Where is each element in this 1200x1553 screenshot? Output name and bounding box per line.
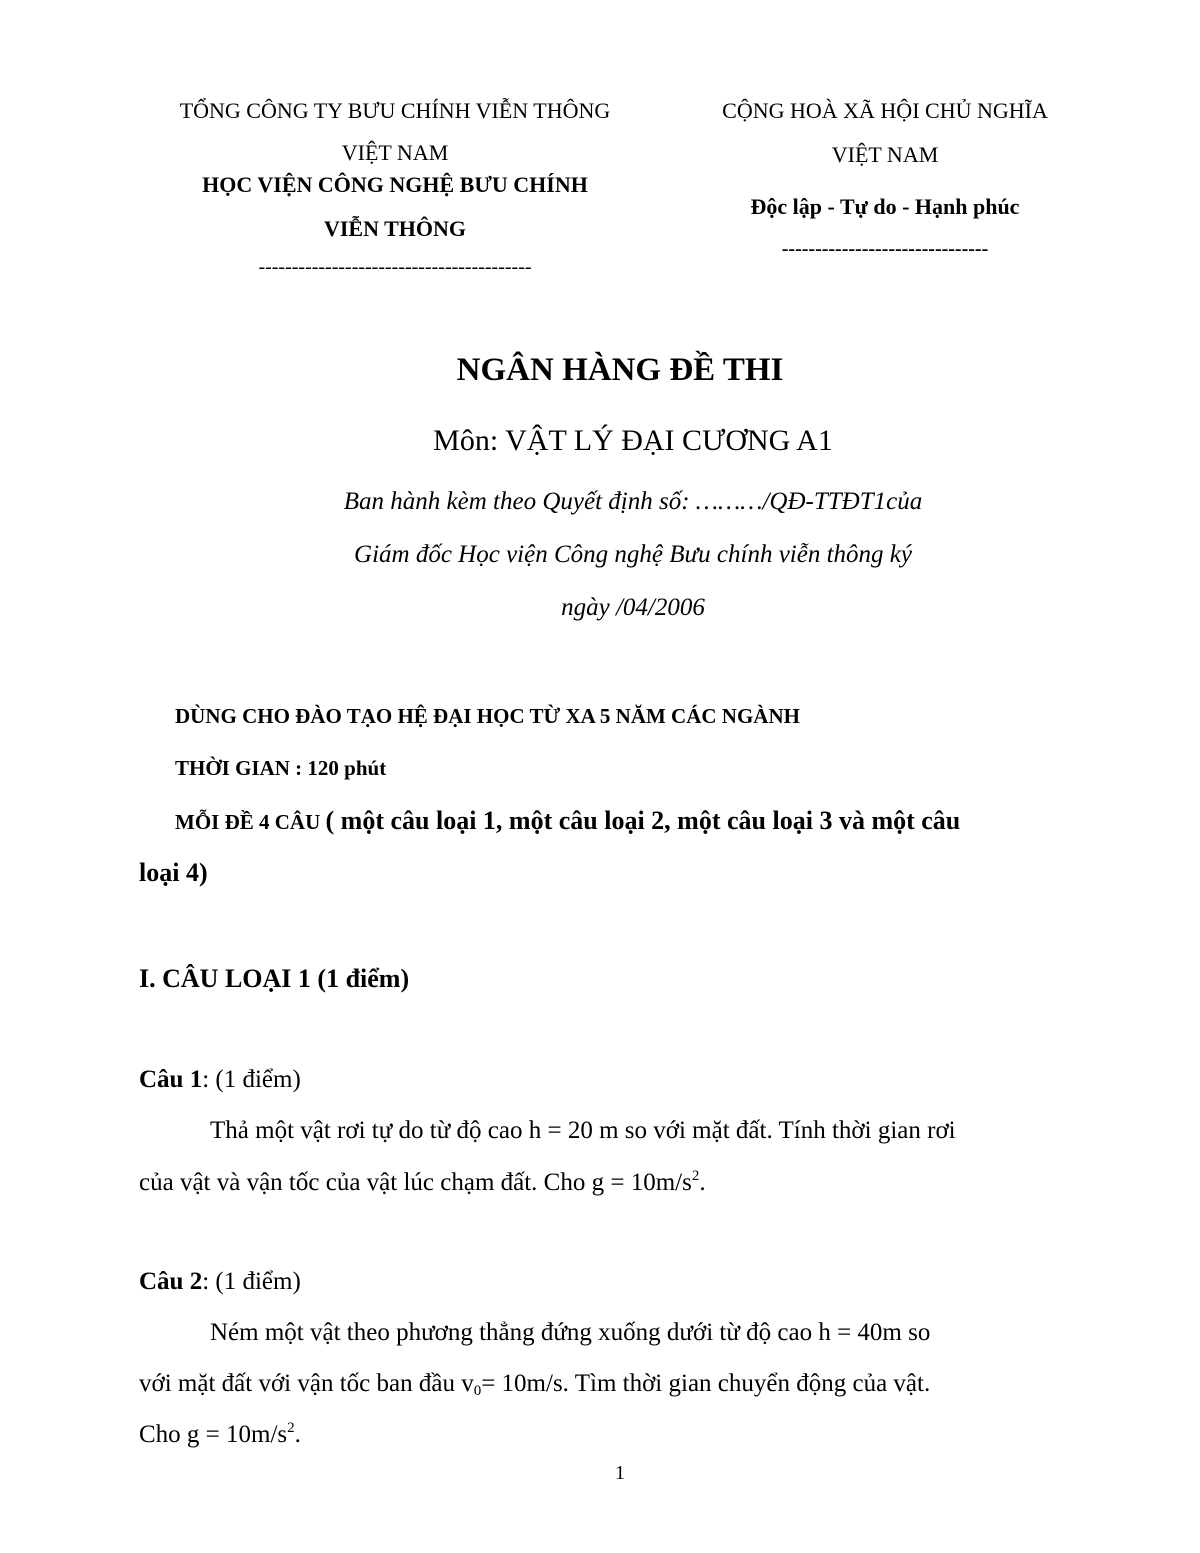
org-name-line1: TỔNG CÔNG TY BƯU CHÍNH VIỄN THÔNG <box>179 98 611 123</box>
exponent: 2 <box>287 1420 295 1436</box>
question-2-text-line3: Cho $g = 10m/s^2$. <box>139 1420 301 1448</box>
question-1-text-line2: của vật và vận tốc của vật lúc chạm đất. Cho $g = 10m/s^2$. <box>139 1168 706 1196</box>
header-left <box>140 98 650 279</box>
section-heading: I. CÂU LOẠI 1 (1 điểm) <box>139 964 410 993</box>
national-motto: Độc lập - Tự do - Hạnh phúc <box>750 194 1020 219</box>
issued-line1: Ban hành kèm theo Quyết định số: ………/QĐ-TTĐT1của <box>343 488 923 515</box>
subscript: 0 <box>473 1383 482 1399</box>
structure-detail: ( một câu loại 1, một câu loại 2, một câu loại 3 và một câu <box>325 806 961 835</box>
left-divider: ----------------------------------------- <box>258 256 532 278</box>
exponent: 2 <box>691 1168 700 1184</box>
country-line1: CỘNG HOÀ XÃ HỘI CHỦ NGHĨA <box>722 98 1048 123</box>
institute-name-line1: HỌC VIỆN CÔNG NGHỆ BƯU CHÍNH <box>202 172 588 197</box>
time-line: THỜI GIAN : 120 phút <box>175 756 387 780</box>
page-number: 1 <box>615 1462 625 1484</box>
question-1-header <box>139 1066 301 1094</box>
question-2-text-line1: Ném một vật theo phương thẳng đứng xuống dưới từ độ cao h = 40m so <box>210 1319 931 1346</box>
org-name-line2: VIỆT NAM <box>341 140 449 165</box>
structure-line2: loại 4) <box>139 858 208 887</box>
question-1-points: : (1 điểm) <box>202 1066 301 1093</box>
structure-prefix: MỖI ĐỀ 4 CÂU <box>175 810 326 834</box>
issued-line2: Giám đốc Học viện Công nghệ Bưu chính viễn thông ký <box>354 541 912 568</box>
issued-line3: ngày /04/2006 <box>561 594 705 621</box>
subject-line: Môn: VẬT LÝ ĐẠI CƯƠNG A1 <box>433 424 833 457</box>
question-2-points: : (1 điểm) <box>202 1268 301 1295</box>
question-2-label: Câu 2 <box>139 1268 203 1295</box>
country-line2: VIỆT NAM <box>831 142 939 167</box>
question-2-text-line2: với mặt đất với vận tốc ban đầu $v_0= 10m/s$. Tìm thời gian chuyển động của vật. <box>139 1370 931 1399</box>
audience-line: DÙNG CHO ĐÀO TẠO HỆ ĐẠI HỌC TỪ XA 5 NĂM CÁC NGÀNH <box>175 704 800 728</box>
page-title: NGÂN HÀNG ĐỀ THI <box>456 352 784 388</box>
question-1-text-line1: Thả một vật rơi tự do từ độ cao h = 20 m so với mặt đất. Tính thời gian rơi <box>210 1117 956 1144</box>
header-right <box>680 98 1090 261</box>
institute-name-line2: VIỄN THÔNG <box>323 216 466 241</box>
structure-line <box>175 806 960 836</box>
right-divider: ------------------------------- <box>781 238 989 260</box>
question-2-header <box>139 1268 301 1296</box>
question-1-label: Câu 1 <box>139 1066 203 1093</box>
